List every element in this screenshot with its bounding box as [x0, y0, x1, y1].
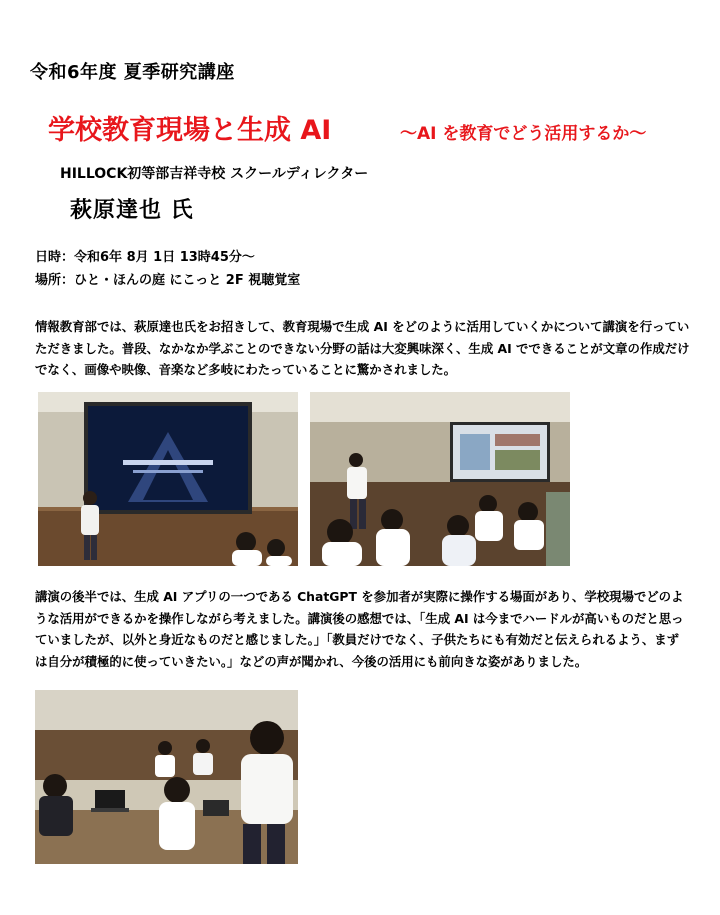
event-title: 学校教育現場と生成 AI: [48, 115, 332, 146]
speaker-affiliation: HILLOCK初等部吉祥寺校 スクールディレクター: [60, 166, 369, 182]
speaker-name: 萩原達也 氏: [70, 198, 194, 223]
body-paragraph-1: 情報教育部では、萩原達也氏をお招きして、教育現場で生成 AI をどのように活用していくかについて講演を行っていただきました。普段、なかなか学ぶことのできない分野の話は大変興味深く、生成 AI でできることが文章の作成だけでなく、画像や映像、音楽など多岐にわたっていることに驚かされました。: [35, 319, 690, 377]
event-date: 日時：令和6年 8月 1日 13時45分〜: [35, 250, 255, 265]
event-subtitle: 〜AI を教育でどう活用するか〜: [400, 124, 647, 144]
page-header: 令和6年度 夏季研究講座: [30, 62, 235, 83]
workshop-photo: [35, 690, 298, 864]
body-paragraph-2: 講演の後半では、生成 AI アプリの一つである ChatGPT を参加者が実際に操作する場面があり、学校現場でどのような活用ができるかを操作しながら考えました。講演後の感想では、「生成 AI は今までハードルが高いものだと思っていましたが、以外と身近なものだと感じました。」「教員だけでなく、子供たちにも有効だと伝えられるよう、まずは自分が積極的に使っていきたい。」などの声が聞かれ、今後の活用にも前向きな姿がありました。: [35, 589, 684, 669]
event-place: 場所：ひと・ほんの庭 にこっと 2F 視聴覚室: [35, 273, 301, 288]
audience-photo: [310, 392, 570, 566]
lecture-photo: [38, 392, 298, 566]
